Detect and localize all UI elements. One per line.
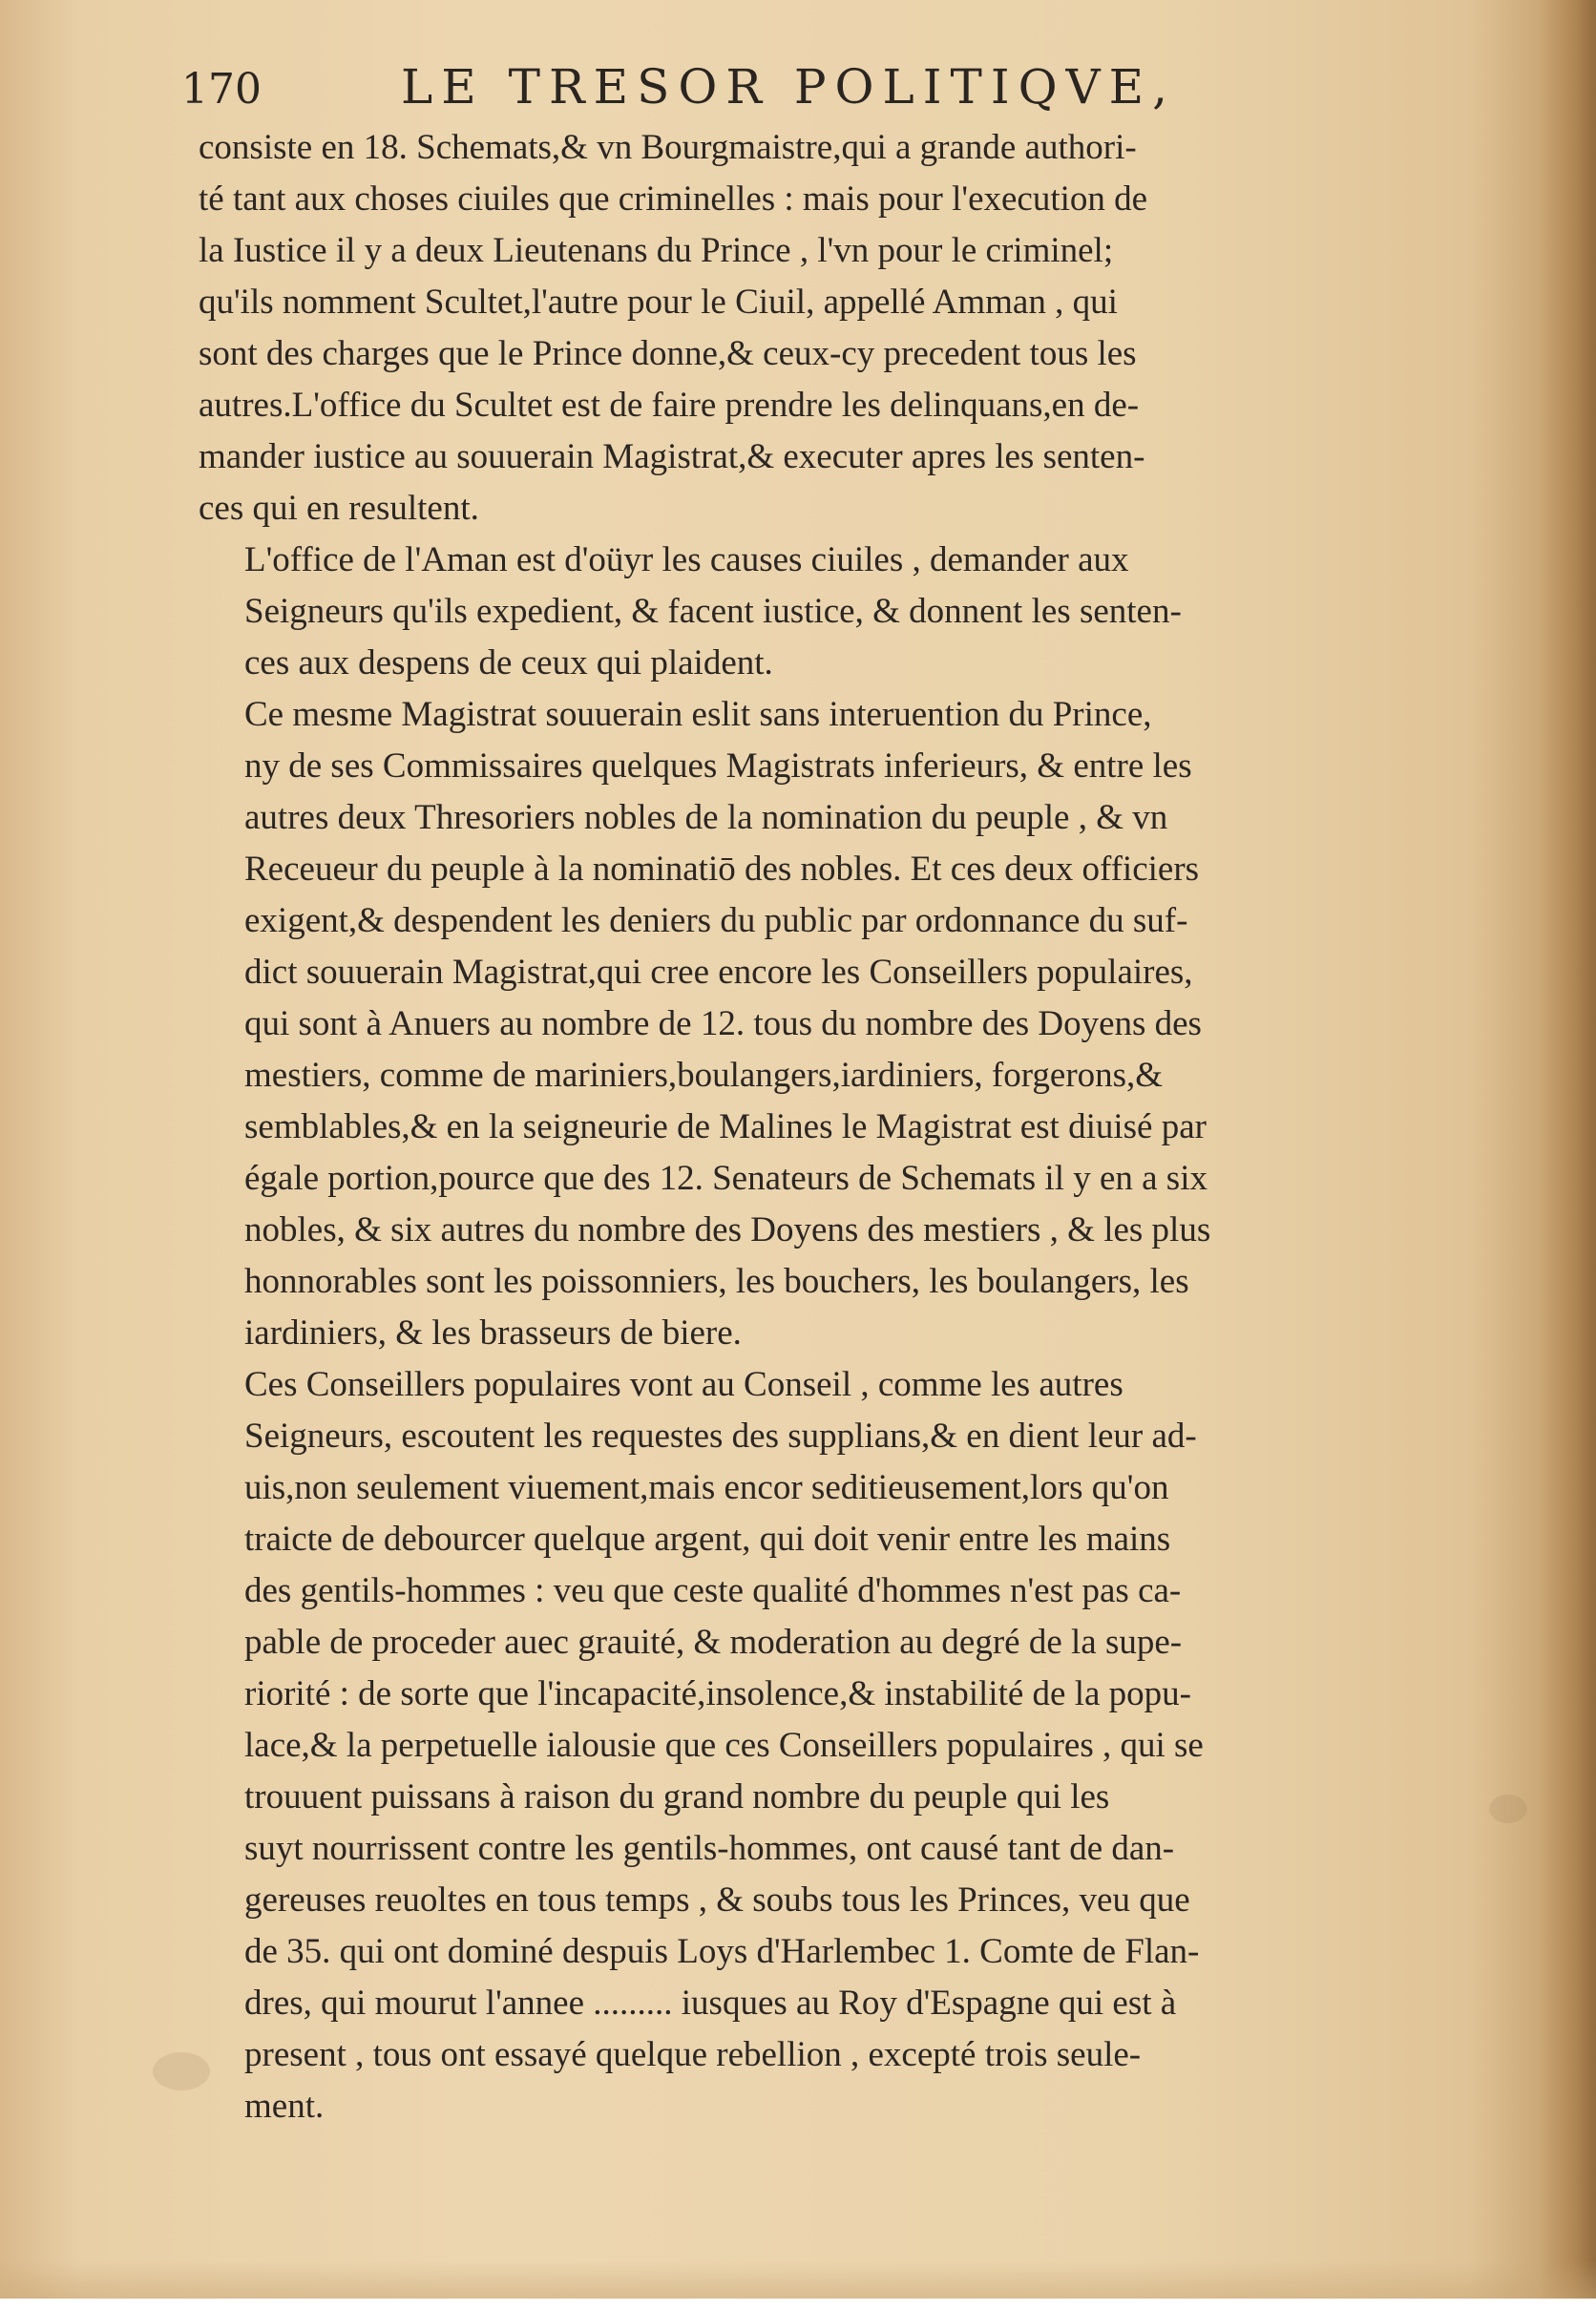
- paragraph: [199, 122, 1473, 535]
- text-line: mander iustice au souuerain Magistrat,& executer apres les senten-: [199, 437, 1145, 476]
- text-line: iardiniers, & les brasseurs de biere.: [244, 1313, 742, 1353]
- text-line: uis,non seulement viuement,mais encor seditieusement,lors qu'on: [244, 1468, 1169, 1507]
- paragraph: [199, 1359, 1473, 2132]
- text-line: ment.: [244, 2087, 325, 2126]
- text-line: Receueur du peuple à la nominatiō des nobles. Et ces deux officiers: [244, 850, 1200, 889]
- text-line: pable de proceder auec grauité, & moderation au degré de la supe-: [244, 1623, 1183, 1662]
- text-line: ces qui en resultent.: [199, 489, 479, 528]
- text-line: exigent,& despendent les deniers du public par ordonnance du suf-: [244, 901, 1188, 940]
- text-line: qui sont à Anuers au nombre de 12. tous du nombre des Doyens des: [244, 1004, 1202, 1043]
- text-line: consiste en 18. Schemats,& vn Bourgmaistre,qui a grande authori-: [199, 128, 1137, 167]
- text-line: Ce mesme Magistrat souuerain eslit sans interuention du Prince,: [244, 695, 1152, 734]
- paragraph: [199, 535, 1473, 689]
- running-title: LE TRESOR POLITIQVE,: [401, 59, 1177, 115]
- text-line: Seigneurs qu'ils expedient, & facent iustice, & donnent les senten-: [244, 592, 1182, 631]
- text-line: autres.L'office du Scultet est de faire prendre les delinquans,en de-: [199, 386, 1140, 425]
- text-line: traicte de debourcer quelque argent, qui doit venir entre les mains: [244, 1520, 1171, 1559]
- text-line: trouuent puissans à raison du grand nombre du peuple qui les: [244, 1777, 1110, 1816]
- text-line: de 35. qui ont dominé despuis Loys d'Harlembec 1. Comte de Flan-: [244, 1932, 1200, 1971]
- text-line: des gentils-hommes : veu que ceste qualité d'hommes n'est pas ca-: [244, 1571, 1182, 1610]
- text-line: égale portion,pource que des 12. Senateurs de Schemats il y en a six: [244, 1159, 1208, 1198]
- ink-smudge: [1489, 1795, 1527, 1823]
- text-line: mestiers, comme de mariniers,boulangers,iardiniers, forgerons,&: [244, 1056, 1164, 1095]
- text-line: nobles, & six autres du nombre des Doyens des mestiers , & les plus: [244, 1210, 1211, 1250]
- text-line: dict souuerain Magistrat,qui cree encore les Conseillers populaires,: [244, 953, 1193, 992]
- body-text: [199, 122, 1473, 2132]
- text-line: autres deux Thresoriers nobles de la nomination du peuple , & vn: [244, 798, 1168, 837]
- text-line: Seigneurs, escoutent les requestes des supplians,& en dient leur ad-: [244, 1417, 1197, 1456]
- text-line: té tant aux choses ciuiles que criminelles : mais pour l'execution de: [199, 179, 1148, 219]
- text-line: sont des charges que le Prince donne,& ceux-cy precedent tous les: [199, 334, 1137, 373]
- text-line: dres, qui mourut l'annee ......... iusques au Roy d'Espagne qui est à: [244, 1984, 1177, 2023]
- text-line: ny de ses Commissaires quelques Magistrats inferieurs, & entre les: [244, 746, 1192, 786]
- text-line: gereuses reuoltes en tous temps , & soubs tous les Princes, veu que: [244, 1880, 1190, 1920]
- page-edge-shadow: [1539, 0, 1596, 2299]
- text-line: ces aux despens de ceux qui plaident.: [244, 643, 773, 682]
- text-line: Ces Conseillers populaires vont au Conseil , comme les autres: [244, 1365, 1124, 1404]
- text-line: L'office de l'Aman est d'oüyr les causes ciuiles , demander aux: [244, 540, 1129, 579]
- paragraph: [199, 689, 1473, 1359]
- text-line: semblables,& en la seigneurie de Malines le Magistrat est diuisé par: [244, 1107, 1207, 1146]
- page-bottom-shadow: [0, 2260, 1596, 2299]
- text-line: la Iustice il y a deux Lieutenans du Prince , l'vn pour le criminel;: [199, 231, 1114, 270]
- text-line: suyt nourrissent contre les gentils-hommes, ont causé tant de dan-: [244, 1829, 1175, 1868]
- text-line: present , tous ont essayé quelque rebellion , excepté trois seule-: [244, 2035, 1142, 2074]
- text-line: riorité : de sorte que l'incapacité,insolence,& instabilité de la popu-: [244, 1674, 1191, 1713]
- text-line: qu'ils nomment Scultet,l'autre pour le Ciuil, appellé Amman , qui: [199, 283, 1118, 322]
- page-number: 170: [181, 65, 262, 114]
- text-line: lace,& la perpetuelle ialousie que ces Conseillers populaires , qui se: [244, 1726, 1204, 1765]
- text-line: honnorables sont les poissonniers, les bouchers, les boulangers, les: [244, 1262, 1189, 1301]
